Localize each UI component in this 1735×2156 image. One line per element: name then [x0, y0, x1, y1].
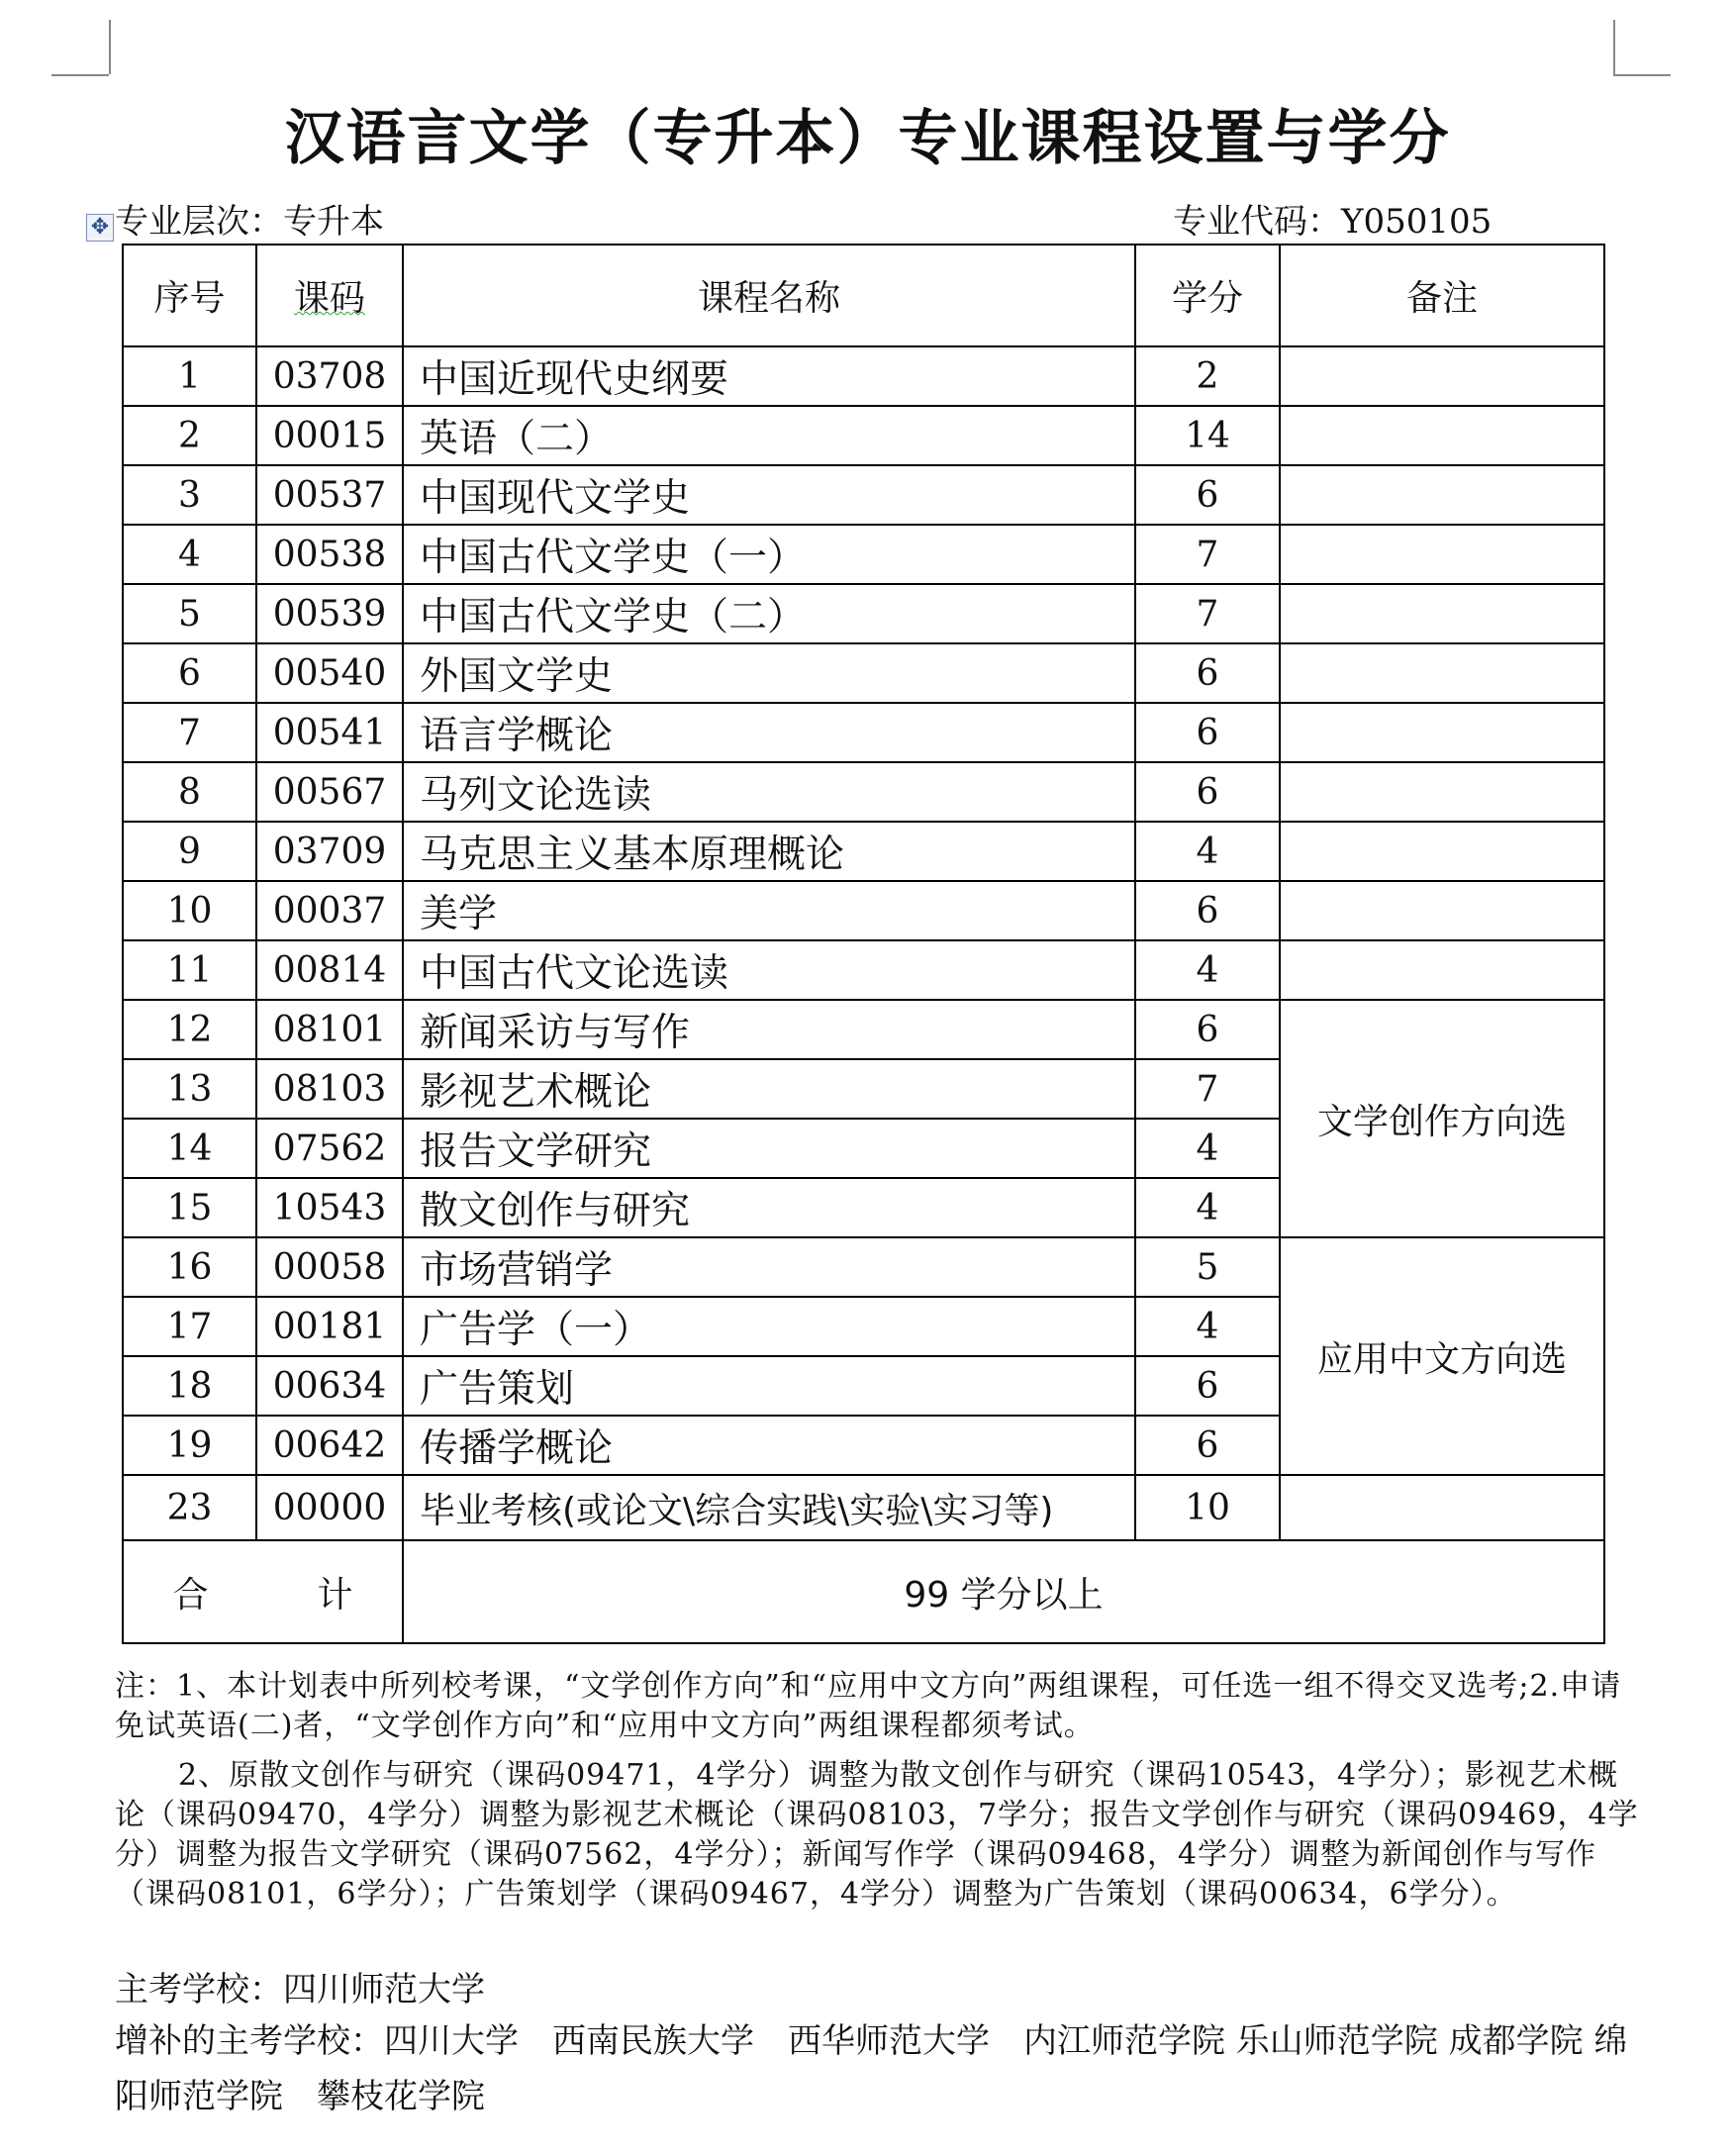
- major-code-label: 专业代码：: [1173, 202, 1341, 242]
- row-credit: 6: [1135, 703, 1280, 762]
- table-row: [123, 881, 1604, 940]
- row-credit: 7: [1135, 525, 1280, 584]
- row-seq: 10: [123, 881, 256, 940]
- row-credit: 6: [1135, 1000, 1280, 1059]
- row-credit: 4: [1135, 1297, 1280, 1356]
- row-course-name: 中国古代文论选读: [403, 940, 1135, 1000]
- row-credit: 6: [1135, 1356, 1280, 1416]
- crop-mark-top-right-horizontal: [1613, 74, 1671, 76]
- table-row: [123, 940, 1604, 1000]
- row-credit: 6: [1135, 762, 1280, 822]
- row-credit: 14: [1135, 406, 1280, 465]
- row-remark: [1280, 881, 1604, 940]
- row-seq: 14: [123, 1119, 256, 1178]
- row-course-name: 中国近现代史纲要: [403, 346, 1135, 406]
- course-table: [122, 244, 1605, 1644]
- row-seq: 6: [123, 643, 256, 703]
- note-1: 注：1、本计划表中所列校考课，“文学创作方向”和“应用中文方向”两组课程，可任选一组不得交叉选考;2.申请免试英语(二)者，“文学创作方向”和“应用中文方向”两组课程都须考试。: [115, 1669, 1622, 1743]
- row-seq: 16: [123, 1237, 256, 1297]
- row-code: 00642: [256, 1416, 403, 1475]
- row-course-name: 中国古代文学史（一）: [403, 525, 1135, 584]
- additional-exam-schools: 增补的主考学校：四川大学 西南民族大学 西华师范大学 内江师范学院 乐山师范学院 成都学院 绵阳师范学院 攀枝花学院: [115, 2021, 1628, 2116]
- total-label: [123, 1540, 403, 1643]
- row-course-name: 传播学概论: [403, 1416, 1135, 1475]
- row-credit: 6: [1135, 1416, 1280, 1475]
- row-credit: 4: [1135, 940, 1280, 1000]
- row-remark: [1280, 406, 1604, 465]
- note-2: 2、原散文创作与研究（课码09471，4学分）调整为散文创作与研究（课码10543，4学分）；影视艺术概论（课码09470，4学分）调整为影视艺术概论（课码08103，7学分；报告文学创作与研究（课码09469，4学分）调整为报告文学研究（课码07562，4学分）；新闻写作学（课码09468，4学分）调整为新闻创作与写作（课码08101，6学分）；广告策划学（课码09467，4学分）调整为广告策划（课码00634，6学分）。: [115, 1758, 1639, 1911]
- row-remark: [1280, 703, 1604, 762]
- row-seq: 18: [123, 1356, 256, 1416]
- header-code-label: 课码: [293, 278, 365, 319]
- table-row: [123, 822, 1604, 881]
- total-label-part-1: 合: [172, 1574, 209, 1616]
- header-code: [256, 245, 403, 346]
- row-remark: [1280, 940, 1604, 1000]
- remark-group-applied-chinese: 应用中文方向选: [1280, 1237, 1604, 1475]
- row-code: 00537: [256, 465, 403, 525]
- row-code: 00634: [256, 1356, 403, 1416]
- row-seq: 1: [123, 346, 256, 406]
- row-credit: 6: [1135, 881, 1280, 940]
- row-course-name: 马克思主义基本原理概论: [403, 822, 1135, 881]
- table-row: [123, 643, 1604, 703]
- row-credit: 4: [1135, 822, 1280, 881]
- table-row: [123, 465, 1604, 525]
- remark-group-literary-creation: 文学创作方向选: [1280, 1000, 1604, 1237]
- row-credit: 7: [1135, 1059, 1280, 1119]
- row-code: 00539: [256, 584, 403, 643]
- table-row: [123, 525, 1604, 584]
- row-course-name: 外国文学史: [403, 643, 1135, 703]
- row-code: 07562: [256, 1119, 403, 1178]
- row-seq: 4: [123, 525, 256, 584]
- row-remark: [1280, 643, 1604, 703]
- row-credit: 2: [1135, 346, 1280, 406]
- row-remark: [1280, 584, 1604, 643]
- header-name: 课程名称: [403, 245, 1135, 346]
- table-row: [123, 406, 1604, 465]
- header-seq: 序号: [123, 245, 256, 346]
- row-course-name: 广告策划: [403, 1356, 1135, 1416]
- row-course-name: 新闻采访与写作: [403, 1000, 1135, 1059]
- header-credit: 学分: [1135, 245, 1280, 346]
- header-remark: 备注: [1280, 245, 1604, 346]
- total-value: 99 学分以上: [403, 1540, 1604, 1643]
- row-course-name: 英语（二）: [403, 406, 1135, 465]
- row-code: 00058: [256, 1237, 403, 1297]
- row-course-name: 中国现代文学史: [403, 465, 1135, 525]
- row-course-name: 毕业考核(或论文\综合实践\实验\实习等): [403, 1475, 1135, 1540]
- row-course-name: 语言学概论: [403, 703, 1135, 762]
- row-credit: 5: [1135, 1237, 1280, 1297]
- row-remark: [1280, 346, 1604, 406]
- row-seq: 9: [123, 822, 256, 881]
- table-row: [123, 762, 1604, 822]
- crop-mark-top-right-vertical: [1613, 20, 1615, 74]
- row-course-name: 散文创作与研究: [403, 1178, 1135, 1237]
- row-code: 00814: [256, 940, 403, 1000]
- row-credit: 6: [1135, 465, 1280, 525]
- table-row: [123, 1475, 1604, 1540]
- notes: [115, 1667, 1639, 1914]
- row-course-name: 中国古代文学史（二）: [403, 584, 1135, 643]
- main-exam-school: 主考学校：四川师范大学: [115, 1970, 485, 2009]
- row-code: 00538: [256, 525, 403, 584]
- row-seq: 8: [123, 762, 256, 822]
- crop-mark-top-left-vertical: [109, 20, 111, 74]
- row-code: 00567: [256, 762, 403, 822]
- row-code: 08103: [256, 1059, 403, 1119]
- total-label-part-2: 计: [317, 1574, 353, 1616]
- row-course-name: 市场营销学: [403, 1237, 1135, 1297]
- row-credit: 10: [1135, 1475, 1280, 1540]
- row-seq: 23: [123, 1475, 256, 1540]
- row-seq: 17: [123, 1297, 256, 1356]
- row-credit: 4: [1135, 1178, 1280, 1237]
- row-code: 00541: [256, 703, 403, 762]
- row-course-name: 影视艺术概论: [403, 1059, 1135, 1119]
- row-code: 03709: [256, 822, 403, 881]
- row-code: 00540: [256, 643, 403, 703]
- document-title: 汉语言文学（专升本）专业课程设置与学分: [284, 104, 1451, 173]
- row-seq: 7: [123, 703, 256, 762]
- row-seq: 13: [123, 1059, 256, 1119]
- total-row: [123, 1540, 1604, 1643]
- row-code: 00015: [256, 406, 403, 465]
- major-code: [1173, 194, 1492, 243]
- row-seq: 3: [123, 465, 256, 525]
- row-credit: 4: [1135, 1119, 1280, 1178]
- major-level: 专业层次：专升本: [115, 202, 384, 242]
- row-code: 00181: [256, 1297, 403, 1356]
- row-remark: [1280, 525, 1604, 584]
- table-row: [123, 1237, 1604, 1297]
- row-seq: 15: [123, 1178, 256, 1237]
- table-move-handle-icon[interactable]: ✥: [86, 214, 114, 242]
- row-remark: [1280, 465, 1604, 525]
- row-code: 03708: [256, 346, 403, 406]
- table-row: [123, 1000, 1604, 1059]
- row-course-name: 美学: [403, 881, 1135, 940]
- row-code: 10543: [256, 1178, 403, 1237]
- table-row: [123, 703, 1604, 762]
- row-credit: 7: [1135, 584, 1280, 643]
- row-seq: 2: [123, 406, 256, 465]
- row-remark: [1280, 1475, 1604, 1540]
- row-remark: [1280, 822, 1604, 881]
- row-code: 08101: [256, 1000, 403, 1059]
- major-code-value: Y050105: [1341, 202, 1493, 242]
- row-code: 00000: [256, 1475, 403, 1540]
- row-credit: 6: [1135, 643, 1280, 703]
- row-seq: 5: [123, 584, 256, 643]
- table-header-row: [123, 245, 1604, 346]
- row-course-name: 广告学（一）: [403, 1297, 1135, 1356]
- row-course-name: 马列文论选读: [403, 762, 1135, 822]
- row-code: 00037: [256, 881, 403, 940]
- row-seq: 12: [123, 1000, 256, 1059]
- row-seq: 11: [123, 940, 256, 1000]
- row-course-name: 报告文学研究: [403, 1119, 1135, 1178]
- table-row: [123, 584, 1604, 643]
- row-remark: [1280, 762, 1604, 822]
- crop-mark-top-left-horizontal: [51, 74, 109, 76]
- table-row: [123, 346, 1604, 406]
- row-seq: 19: [123, 1416, 256, 1475]
